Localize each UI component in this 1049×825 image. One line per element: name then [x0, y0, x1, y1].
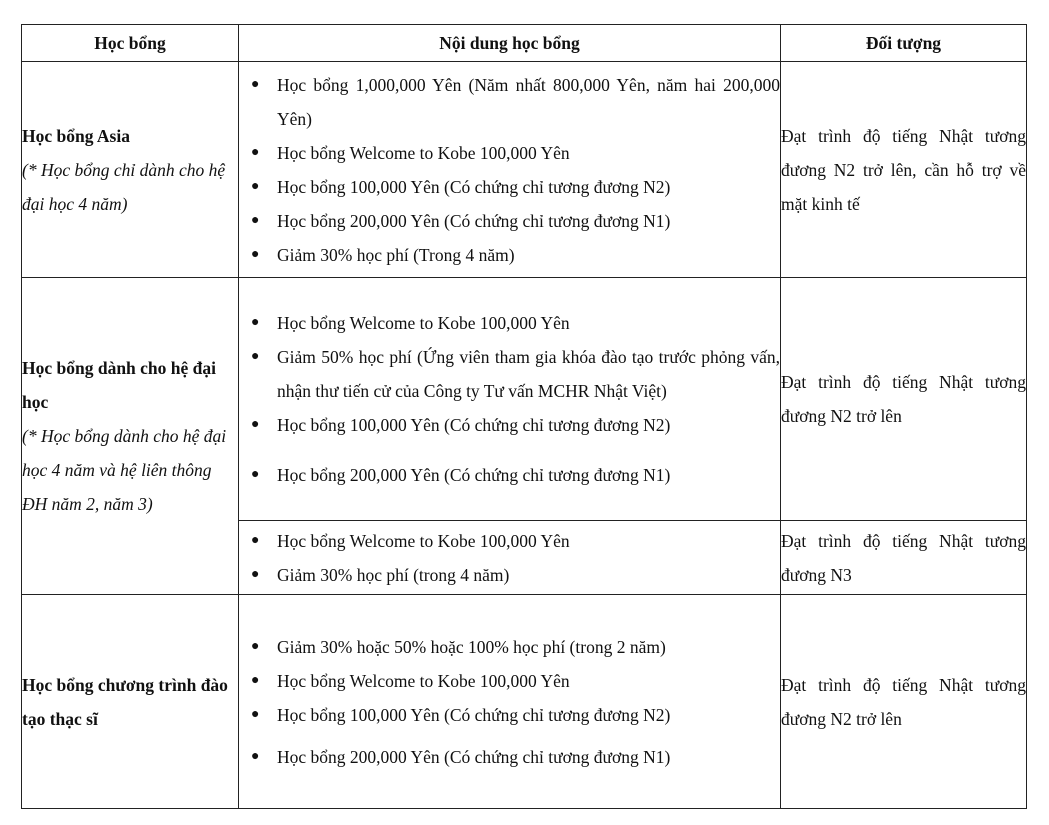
list-item: ● Giảm 30% học phí (trong 4 năm): [239, 558, 780, 592]
bullet-icon: ●: [251, 532, 260, 548]
header-scholarship: Học bổng: [22, 25, 239, 62]
list-item: ● Học bổng 100,000 Yên (Có chứng chỉ tương đương N2): [239, 408, 780, 442]
bullet-icon: ●: [251, 178, 260, 194]
bullet-icon: ●: [251, 672, 260, 688]
benefit-list: [239, 306, 780, 492]
benefit-list: [239, 524, 780, 592]
list-item: ● Giảm 50% học phí (Ứng viên tham gia khóa đào tạo trước phỏng vấn, nhận thư tiến cử của Công ty Tư vấn MCHR Nhật Việt): [239, 340, 780, 408]
list-item: ● Học bổng 1,000,000 Yên (Năm nhất 800,000 Yên, năm hai 200,000 Yên): [239, 68, 780, 136]
list-item: ● Học bổng 200,000 Yên (Có chứng chỉ tương đương N1): [239, 740, 780, 774]
target-cell: Đạt trình độ tiếng Nhật tương đương N3: [781, 521, 1027, 595]
bullet-icon: ●: [251, 212, 260, 228]
scholarship-name: Học bổng dành cho hệ đại học: [22, 358, 217, 412]
bullet-icon: ●: [251, 246, 260, 262]
bullet-icon: ●: [251, 417, 260, 432]
bullet-icon: ●: [251, 706, 260, 722]
scholarship-name-cell: [22, 62, 239, 278]
header-content: Nội dung học bổng: [239, 25, 781, 62]
scholarship-name: Học bổng chương trình đào tạo thạc sĩ: [22, 674, 228, 729]
list-item: ● Học bổng Welcome to Kobe 100,000 Yên: [239, 524, 780, 558]
list-item: ● Giảm 30% hoặc 50% hoặc 100% học phí (trong 2 năm): [239, 630, 780, 664]
bullet-icon: ●: [251, 349, 260, 364]
list-item: ● Học bổng 100,000 Yên (Có chứng chỉ tương đương N2): [239, 170, 780, 204]
scholarship-note: (* Học bổng dành cho hệ đại học 4 năm và hệ liên thông ĐH năm 2, năm 3): [22, 426, 227, 514]
bullet-icon: ●: [251, 144, 260, 160]
scholarship-name: Học bổng Asia: [22, 125, 130, 146]
bullet-icon: ●: [251, 566, 260, 582]
scholarship-note: (* Học bổng chỉ dành cho hệ đại học 4 năm): [22, 159, 226, 214]
target-cell: Đạt trình độ tiếng Nhật tương đương N2 trở lên: [781, 278, 1027, 521]
table-row: [22, 62, 1027, 278]
target-cell: Đạt trình độ tiếng Nhật tương đương N2 trở lên: [781, 595, 1027, 809]
header-target: Đối tượng: [781, 25, 1027, 62]
table-header-row: [22, 25, 1027, 62]
scholarship-content-cell: [239, 62, 781, 278]
list-item: ● Học bổng 100,000 Yên (Có chứng chỉ tương đương N2): [239, 698, 780, 732]
target-cell: Đạt trình độ tiếng Nhật tương đương N2 trở lên, cần hỗ trợ về mặt kinh tế: [781, 62, 1027, 278]
scholarship-name-cell: [22, 595, 239, 809]
scholarship-content-cell: [239, 278, 781, 521]
bullet-icon: ●: [251, 315, 260, 330]
list-item: ● Học bổng Welcome to Kobe 100,000 Yên: [239, 306, 780, 340]
list-item: ● Học bổng 200,000 Yên (Có chứng chỉ tương đương N1): [239, 458, 780, 492]
table-row: [22, 595, 1027, 809]
bullet-icon: ●: [251, 76, 260, 92]
list-item: ● Học bổng 200,000 Yên (Có chứng chỉ tương đương N1): [239, 204, 780, 238]
scholarship-content-cell: [239, 595, 781, 809]
list-item: ● Học bổng Welcome to Kobe 100,000 Yên: [239, 664, 780, 698]
list-item: ● Học bổng Welcome to Kobe 100,000 Yên: [239, 136, 780, 170]
benefit-list: [239, 630, 780, 774]
scholarship-table: [21, 24, 1027, 809]
list-item: ● Giảm 30% học phí (Trong 4 năm): [239, 238, 780, 272]
table-row: [22, 278, 1027, 521]
bullet-icon: ●: [251, 748, 260, 764]
bullet-icon: ●: [251, 467, 260, 482]
bullet-icon: ●: [251, 638, 260, 654]
benefit-list: [239, 68, 780, 272]
scholarship-name-cell: [22, 278, 239, 595]
scholarship-content-cell: [239, 521, 781, 595]
